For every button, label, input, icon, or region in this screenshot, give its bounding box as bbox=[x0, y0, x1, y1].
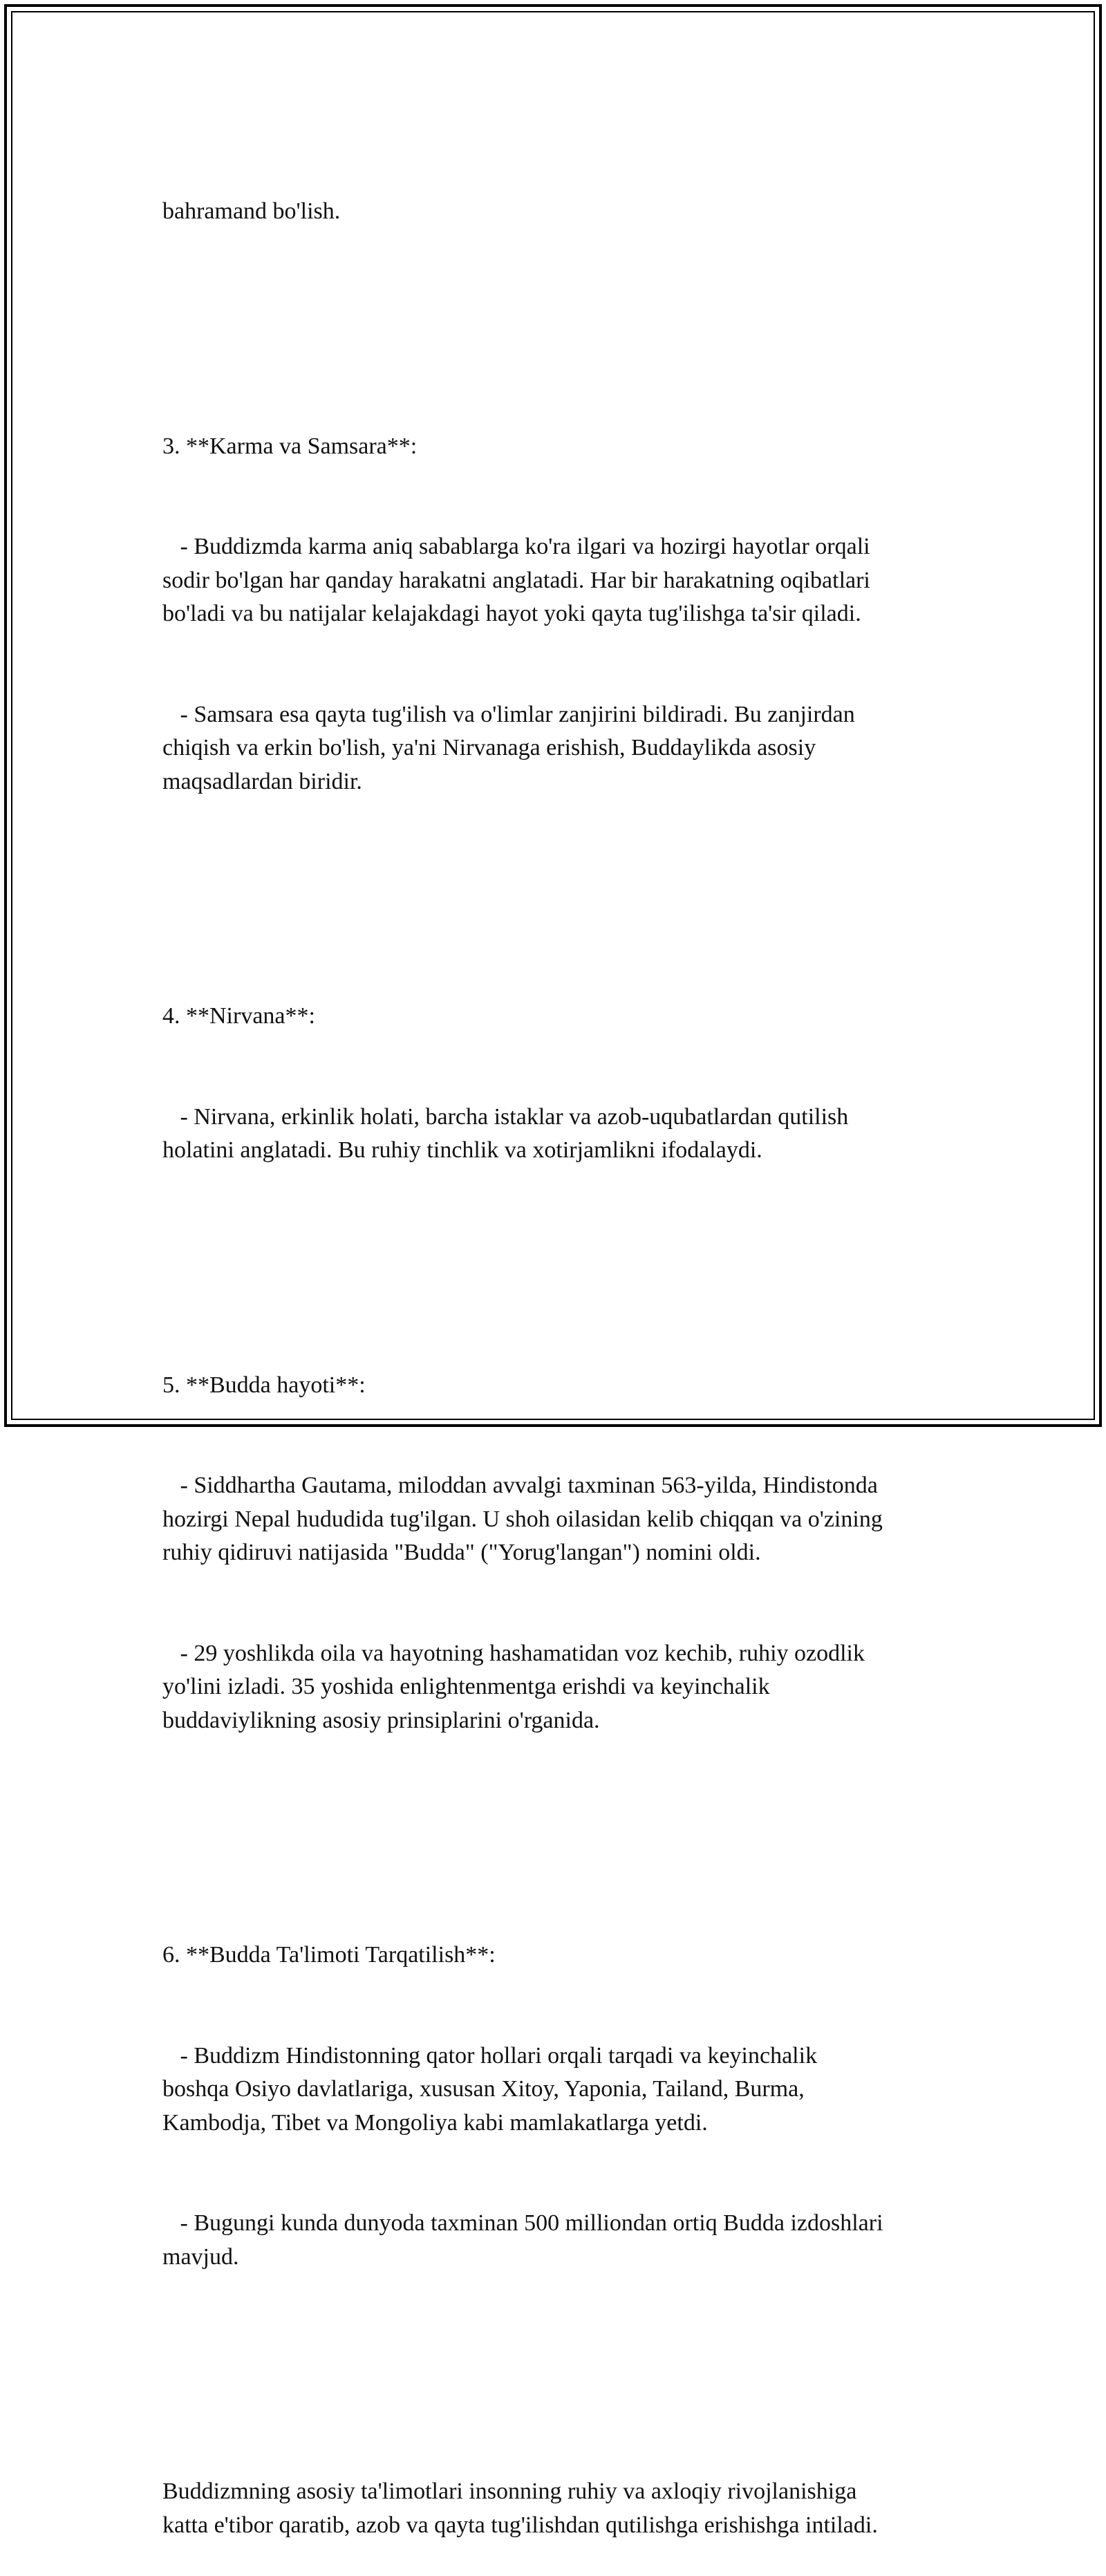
section-heading-tarqatilish: 6. **Budda Ta'limoti Tarqatilish**: bbox=[162, 1942, 496, 1968]
bullet-siddhartha: - Siddhartha Gautama, miloddan avvalgi taxminan 563-yilda, Hindistonda hozirgi Nepal hududida tug'ilgan. U shoh oilasidan kelib chiqqan va o'zining ruhiy qidiruvi natijasida "Budda" ("Yorug'langan") nomini oldi. bbox=[162, 1473, 883, 1565]
bullet-bugungi-kunda: - Bugungi kunda dunyoda taxminan 500 milliondan ortiq Budda izdoshlari mavjud. bbox=[162, 2210, 883, 2270]
intro-tail: bahramand bo'lish. bbox=[162, 198, 341, 224]
document-body bbox=[162, 128, 971, 2576]
section-heading-nirvana: 4. **Nirvana**: bbox=[162, 1003, 315, 1029]
section-heading-karma: 3. **Karma va Samsara**: bbox=[162, 433, 418, 459]
bullet-samsara: - Samsara esa qayta tug'ilish va o'limlar zanjirini bildiradi. Bu zanjirdan chiqish va erkin bo'lish, ya'ni Nirvanaga erishish, Buddaylikda asosiy maqsadlardan biridir. bbox=[162, 701, 855, 794]
bullet-karma: - Buddizmda karma aniq sabablarga ko'ra ilgari va hozirgi hayotlar orqali sodir bo'lgan har qanday harakatni anglatadi. Har bir harakatning oqibatlari bo'ladi va bu natijalar kelajakdagi hayot yoki qayta tug'ilishga ta'sir qiladi. bbox=[162, 534, 870, 626]
paragraph-gap bbox=[162, 1804, 971, 1838]
section-heading-budda-hayoti: 5. **Budda hayoti**: bbox=[162, 1372, 366, 1398]
paragraph-gap bbox=[162, 296, 971, 330]
paragraph-gap bbox=[162, 1235, 971, 1269]
bullet-nirvana: - Nirvana, erkinlik holati, barcha istaklar va azob-uqubatlardan qutilish holatini anglatadi. Bu ruhiy tinchlik va xotirjamlikni ifodalaydi. bbox=[162, 1103, 849, 1163]
bullet-29-yoshlikda: - 29 yoshlikda oila va hayotning hashamatidan voz kechib, ruhiy ozodlik yo'lini izladi. 35 yoshida enlightenmentga erishdi va keyinchalik buddaviylikning asosiy prinsiplarini o'rganida. bbox=[162, 1640, 865, 1733]
paragraph-gap bbox=[162, 2341, 971, 2375]
paragraph-gap bbox=[162, 866, 971, 899]
bullet-buddizm-tarqadi: - Buddizm Hindistonning qator hollari orqali tarqadi va keyinchalik boshqa Osiyo davlatlariga, xususan Xitoy, Yaponia, Tailand, Burma, Kambodja, Tibet va Mongoliya kabi mamlakatlarga yetdi. bbox=[162, 2042, 818, 2136]
conclusion-paragraph: Buddizmning asosiy ta'limotlari insonning ruhiy va axloqiy rivojlanishiga katta e'tibor qaratib, azob va qayta tug'ilishdan qutilishga erishishga intiladi. bbox=[162, 2479, 878, 2538]
